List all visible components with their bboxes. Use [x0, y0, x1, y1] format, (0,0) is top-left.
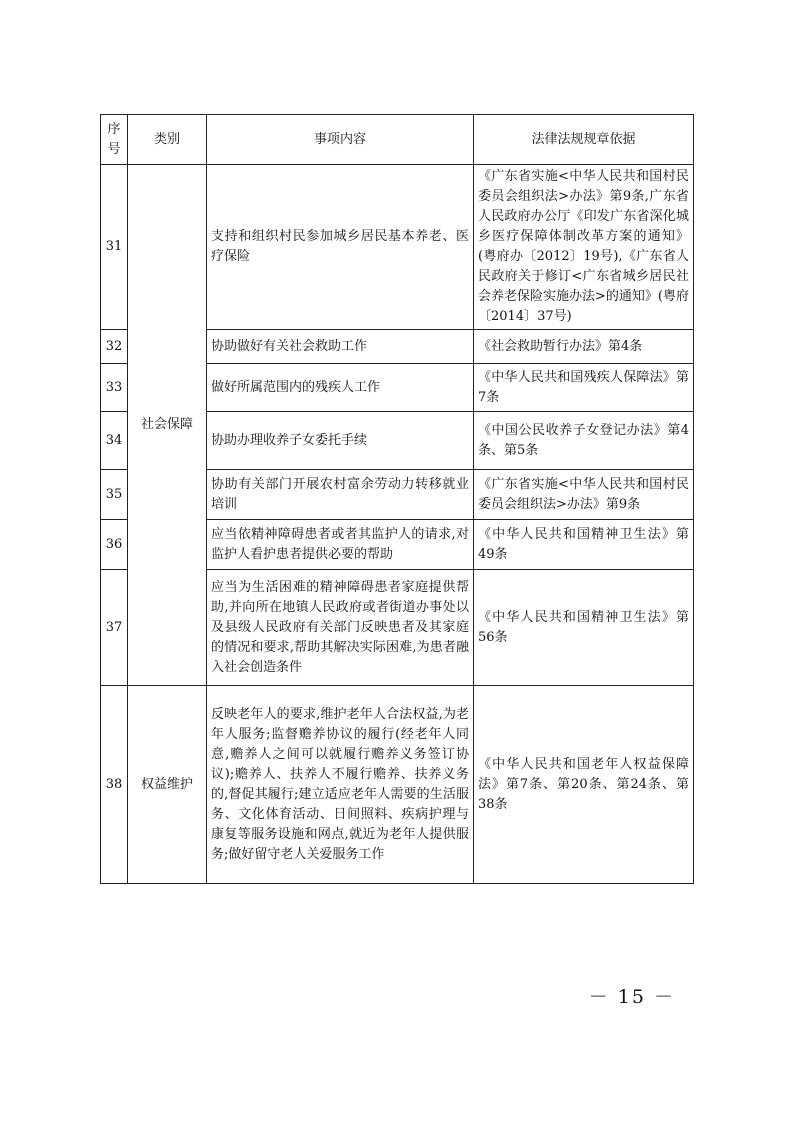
row-seq: 37	[101, 570, 128, 686]
row-seq: 34	[101, 412, 128, 470]
row-content: 反映老年人的要求,维护老年人合法权益,为老年人服务;监督赡养协议的履行(经老年人同意,赡养人之间可以就履行赡养义务签订协议);赡养人、扶养人不履行赡养、扶养义务的,督促其履行;建立适应老年人需要的生活服务、文化体育活动、日间照料、疾病护理与康复等服务设施和网点,就近为老年人提供服务;做好留守老人关爱服务工作	[207, 686, 474, 884]
header-content: 事项内容	[207, 115, 474, 165]
row-seq: 32	[101, 330, 128, 364]
table-row	[101, 686, 694, 884]
row-basis: 《广东省实施<中华人民共和国村民委员会组织法>办法》第9条,广东省人民政府办公厅《印发广东省深化城乡医疗保障体制改革方案的通知》(粤府办〔2012〕19号),《广东省人民政府关于修订<广东省城乡居民社会养老保险实施办法>的通知》(粤府〔2014〕37号)	[474, 165, 694, 330]
row-seq: 31	[101, 165, 128, 330]
page-number: － 15 －	[588, 986, 675, 1008]
row-basis: 《中华人民共和国老年人权益保障法》第7条、第20条、第24条、第38条	[474, 686, 694, 884]
row-seq: 36	[101, 520, 128, 570]
row-basis: 《中华人民共和国精神卫生法》第49条	[474, 520, 694, 570]
category-cell: 社会保障	[128, 165, 207, 686]
row-seq: 33	[101, 364, 128, 412]
row-basis: 《中华人民共和国残疾人保障法》第7条	[474, 364, 694, 412]
row-basis: 《广东省实施<中华人民共和国村民委员会组织法>办法》第9条	[474, 470, 694, 520]
row-basis: 《社会救助暂行办法》第4条	[474, 330, 694, 364]
row-content: 做好所属范围内的残疾人工作	[207, 364, 474, 412]
row-content: 应当依精神障碍患者或者其监护人的请求,对监护人看护患者提供必要的帮助	[207, 520, 474, 570]
category-cell: 权益维护	[128, 686, 207, 884]
row-content: 支持和组织村民参加城乡居民基本养老、医疗保险	[207, 165, 474, 330]
header-seq: 序号	[101, 115, 128, 165]
row-basis: 《中华人民共和国精神卫生法》第56条	[474, 570, 694, 686]
legal-basis-table	[100, 114, 694, 884]
row-seq: 35	[101, 470, 128, 520]
row-content: 协助做好有关社会救助工作	[207, 330, 474, 364]
row-content: 协助办理收养子女委托手续	[207, 412, 474, 470]
header-category: 类别	[128, 115, 207, 165]
row-content: 协助有关部门开展农村富余劳动力转移就业培训	[207, 470, 474, 520]
row-content: 应当为生活困难的精神障碍患者家庭提供帮助,并向所在地镇人民政府或者街道办事处以及县级人民政府有关部门反映患者及其家庭的情况和要求,帮助其解决实际困难,为患者融入社会创造条件	[207, 570, 474, 686]
header-basis: 法律法规规章依据	[474, 115, 694, 165]
row-seq: 38	[101, 686, 128, 884]
table-header-row	[101, 115, 694, 165]
row-basis: 《中国公民收养子女登记办法》第4条、第5条	[474, 412, 694, 470]
table-row	[101, 165, 694, 330]
